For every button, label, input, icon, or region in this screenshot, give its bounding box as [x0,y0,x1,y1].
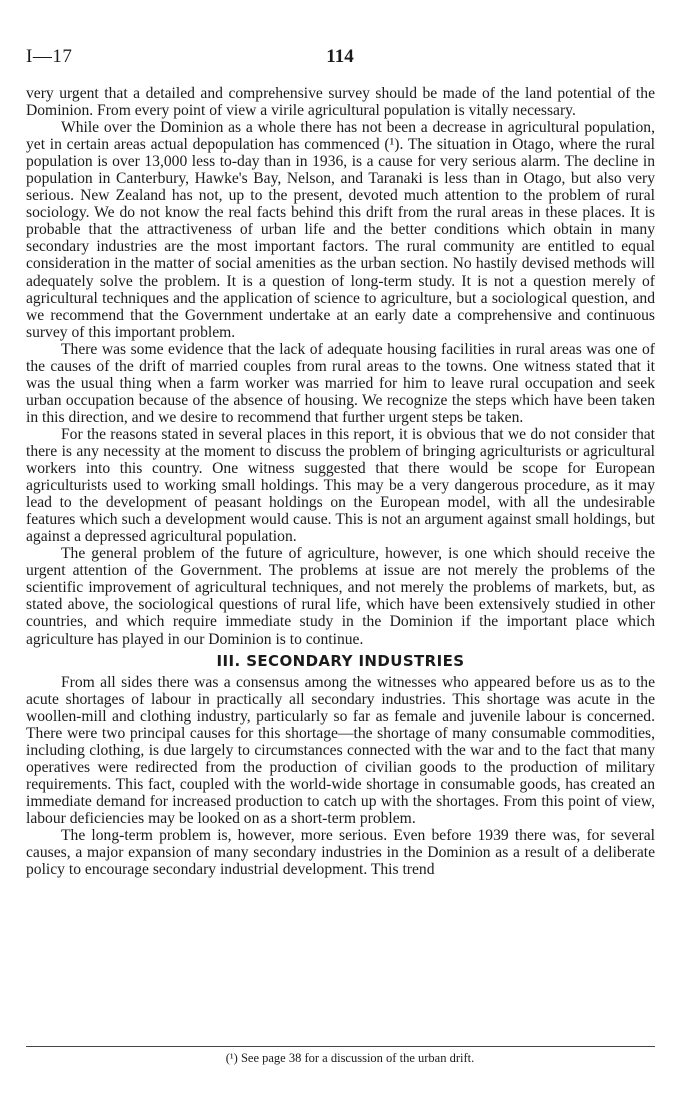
footnote [0,1051,700,1066]
page-header [26,46,654,70]
paragraph-immigrant-agriculturists: For the reasons stated in several places in this report, it is obvious that we do not consider that there is any necessity at the moment to discuss the problem of bringing agriculturists or agricultural workers into this country. One witness suggested that there would be scope for European agriculturists used to working small holdings. This may be a very dangerous procedure, as it may lead to the development of peasant holdings on the European model, with all the undesirable features which such a development would cause. This is not an argument against small holdings, but against a depressed agricultural population. [26,425,655,546]
page-number: 114 [326,46,354,67]
paragraph-future-of-agriculture: The general problem of the future of agriculture, however, is one which should receive the urgent attention of the Government. The problems at issue are not merely the problems of the scientific improvement of agricultural techniques, and not merely the problems of markets, but, as stated above, the sociological questions of rural life, which have been extensively studied in other countries, and which require immediate study in the Dominion if the important place which agriculture has played in our Dominion is to continue. [26,545,655,648]
footnote-text: See page 38 for a discussion of the urban drift. [240,1051,475,1065]
paragraph-labour-shortages: From all sides there was a consensus among the witnesses who appeared before us as to the acute shortages of labour in practically all secondary industries. This shortage was acute in the woollen-mill and clothing industry, particularly so far as female and juvenile labour is concerned. There were two principal causes for this shortage—the shortage of many consumable commodities, including clothing, is due largely to circumstances connected with the war and to the fact that many operatives were redirected from the production of civilian goods to the production of military requirements. This fact, coupled with the world-wide shortage in consumable goods, has created an immediate demand for increased production to catch up with the shortages. From this point of view, labour deficiencies may be looked on as a short-term problem. [26,673,655,827]
paragraph-rural-housing: There was some evidence that the lack of adequate housing facilities in rural areas was one of the causes of the drift of married couples from rural areas to the towns. One witness stated that it was the usual thing when a farm worker was married for him to leave rural occupation and seek urban occupation because of the absence of housing. We recognize the steps which have been taken in this direction, and we desire to recommend that further urgent steps be taken. [26,340,655,426]
footnote-marker: (¹) [225,1051,238,1065]
paragraph-continued: very urgent that a detailed and comprehensive survey should be made of the land potential of the Dominion. From every point of view a virile agricultural population is vitally necessary. [26,85,655,120]
section-heading: III. SECONDARY INDUSTRIES [216,651,465,670]
document-reference: I—17 [26,46,73,67]
paragraph-rural-depopulation: While over the Dominion as a whole there has not been a decrease in agricultural population, yet in certain areas actual depopulation has commenced (¹). The situation in Otago, where the rural population is over 13,000 less to-day than in 1936, is a cause for very serious alarm. The decline in population in Canterbury, Hawke's Bay, Nelson, and Taranaki is less than in Otago, but also very serious. New Zealand has not, up to the present, devoted much attention to the problem of rural sociology. We do not know the real facts behind this drift from the rural areas in these places. It is probable that the attractiveness of urban life and the better conditions which obtain in many secondary industries are the most important factors. The rural community are entitled to equal consideration in the matter of social amenities as the urban section. No hastily devised methods will adequately solve the problem. It is a question of long-term study. It is not a question merely of agricultural techniques and the application of science to agriculture, but a sociological question, and we recommend that the Government undertake at an early date a comprehensive and continuous survey of this important problem. [26,119,655,341]
paragraph-long-term-problem: The long-term problem is, however, more serious. Even before 1939 there was, for several causes, a major expansion of many secondary industries in the Dominion as a result of a deliberate policy to encourage secondary industrial development. This trend [26,826,655,879]
body-text [26,85,655,878]
footnote-divider [26,1046,655,1047]
